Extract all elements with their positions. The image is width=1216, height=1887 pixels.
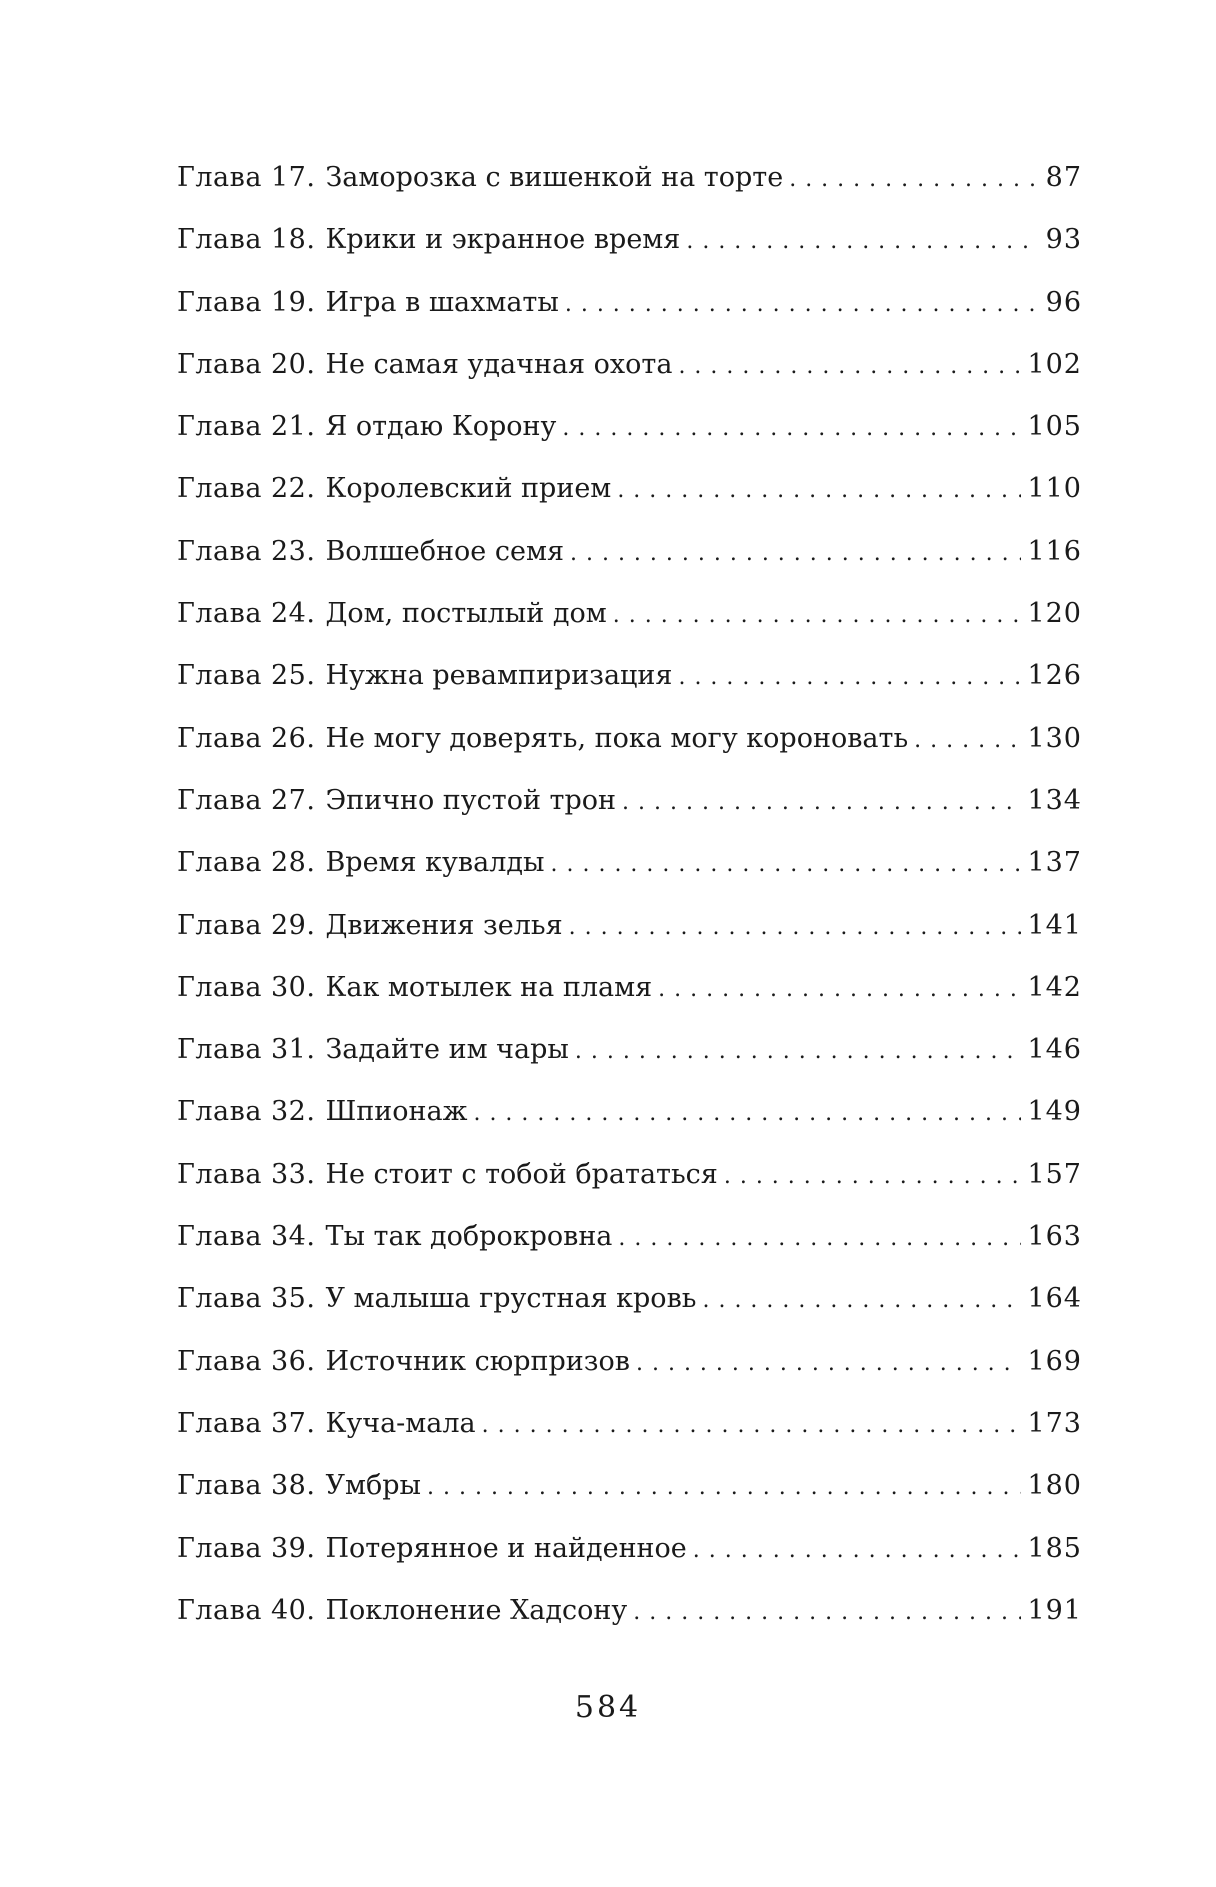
dot-leader <box>789 158 1039 202</box>
dot-leader <box>562 407 1021 451</box>
chapter-title: Дом, постылый дом <box>325 598 607 630</box>
chapter-number: Глава 23. <box>177 535 316 567</box>
chapter-number: Глава 30. <box>177 971 316 1003</box>
toc-entry <box>177 841 1082 903</box>
dot-leader <box>633 1591 1021 1635</box>
toc-entry-label <box>177 1527 687 1571</box>
chapter-title: У малыша грустная кровь <box>325 1283 697 1315</box>
toc-entry <box>177 1527 1082 1589</box>
dot-leader <box>613 594 1022 638</box>
toc-entry-label <box>177 1277 696 1321</box>
dot-leader <box>570 532 1021 576</box>
chapter-title: Как мотылек на пламя <box>325 971 653 1003</box>
chapter-page-number: 146 <box>1027 1034 1082 1066</box>
chapter-page-number: 130 <box>1027 722 1082 754</box>
chapter-title: Нужна ревампиризация <box>325 660 673 692</box>
chapter-page-number: 142 <box>1027 971 1082 1003</box>
toc-entry <box>177 405 1082 467</box>
chapter-title: Куча-мала <box>325 1407 476 1439</box>
chapter-number: Глава 26. <box>177 722 316 754</box>
toc-entry-label <box>177 717 908 761</box>
dot-leader <box>724 1155 1022 1199</box>
chapter-title: Умбры <box>325 1470 421 1502</box>
chapter-title: Источник сюрпризов <box>325 1345 630 1377</box>
toc-entry-label <box>177 904 563 948</box>
chapter-number: Глава 38. <box>177 1470 316 1502</box>
toc-entry <box>177 717 1082 779</box>
toc-entry <box>177 156 1082 218</box>
chapter-number: Глава 29. <box>177 909 316 941</box>
toc-entry-label <box>177 218 680 262</box>
chapter-title: Задайте им чары <box>325 1034 569 1066</box>
chapter-number: Глава 28. <box>177 847 316 879</box>
toc-entry-label <box>177 1402 476 1446</box>
chapter-number: Глава 17. <box>177 162 316 193</box>
toc-entry-label <box>177 1464 421 1508</box>
toc-entry-label <box>177 779 616 823</box>
toc-entry-label <box>177 156 783 200</box>
toc-entry <box>177 1153 1082 1215</box>
dot-leader <box>569 906 1022 950</box>
toc-entry-label <box>177 1090 467 1134</box>
chapter-number: Глава 35. <box>177 1283 316 1315</box>
chapter-page-number: 149 <box>1027 1096 1082 1128</box>
toc-entry-label <box>177 966 652 1010</box>
toc-entry <box>177 1028 1082 1090</box>
chapter-page-number: 93 <box>1045 224 1082 256</box>
chapter-page-number: 102 <box>1027 348 1082 380</box>
chapter-title: Шпионаж <box>325 1096 468 1128</box>
toc-entry <box>177 281 1082 343</box>
chapter-page-number: 185 <box>1027 1532 1082 1564</box>
page-number-footer: 584 <box>574 1690 642 1725</box>
chapter-page-number: 141 <box>1027 909 1082 941</box>
dot-leader <box>482 1404 1022 1448</box>
toc-entry <box>177 343 1082 405</box>
toc-entry <box>177 467 1082 529</box>
toc-entry-label <box>177 281 559 325</box>
chapter-number: Глава 19. <box>177 286 316 318</box>
chapter-number: Глава 34. <box>177 1221 316 1253</box>
toc-entry <box>177 1277 1082 1339</box>
chapter-page-number: 105 <box>1027 411 1082 443</box>
toc-entry-label <box>177 530 564 574</box>
chapter-page-number: 126 <box>1027 660 1082 692</box>
chapter-number: Глава 36. <box>177 1345 316 1377</box>
dot-leader <box>914 719 1021 763</box>
dot-leader <box>693 1529 1022 1573</box>
toc-entry <box>177 530 1082 592</box>
chapter-page-number: 191 <box>1027 1594 1082 1626</box>
chapter-number: Глава 32. <box>177 1096 316 1128</box>
chapter-page-number: 157 <box>1027 1158 1082 1190</box>
toc-entry-label <box>177 1153 718 1197</box>
chapter-page-number: 110 <box>1027 473 1082 505</box>
chapter-title: Я отдаю Корону <box>325 411 557 443</box>
toc-entry <box>177 1402 1082 1464</box>
table-of-contents <box>177 156 1082 1651</box>
chapter-page-number: 169 <box>1027 1345 1082 1377</box>
dot-leader <box>427 1466 1021 1510</box>
toc-entry-label <box>177 1028 569 1072</box>
dot-leader <box>617 469 1021 513</box>
chapter-page-number: 137 <box>1027 847 1082 879</box>
chapter-page-number: 96 <box>1045 286 1082 318</box>
chapter-number: Глава 22. <box>177 473 316 505</box>
chapter-number: Глава 40. <box>177 1594 316 1626</box>
dot-leader <box>678 656 1021 700</box>
chapter-title: Поклонение Хадсону <box>325 1594 628 1626</box>
toc-entry <box>177 966 1082 1028</box>
toc-entry <box>177 592 1082 654</box>
chapter-number: Глава 33. <box>177 1158 316 1190</box>
dot-leader <box>636 1342 1021 1386</box>
chapter-title: Ты так доброкровна <box>325 1221 613 1253</box>
chapter-page-number: 87 <box>1045 162 1082 193</box>
toc-entry <box>177 218 1082 280</box>
toc-entry-label <box>177 467 611 511</box>
chapter-title: Игра в шахматы <box>325 286 559 318</box>
toc-entry <box>177 904 1082 966</box>
chapter-page-number: 164 <box>1027 1283 1082 1315</box>
toc-entry-label <box>177 1340 630 1384</box>
dot-leader <box>686 220 1039 264</box>
chapter-title: Заморозка с вишенкой на торте <box>325 162 784 193</box>
chapter-title: Потерянное и найденное <box>325 1532 687 1564</box>
chapter-number: Глава 25. <box>177 660 316 692</box>
chapter-number: Глава 21. <box>177 411 316 443</box>
toc-entry <box>177 1464 1082 1526</box>
chapter-number: Глава 39. <box>177 1532 316 1564</box>
dot-leader <box>618 1217 1021 1261</box>
chapter-title: Не самая удачная охота <box>325 348 673 380</box>
toc-entry-label <box>177 841 545 885</box>
chapter-page-number: 120 <box>1027 598 1082 630</box>
toc-entry-label <box>177 405 556 449</box>
chapter-title: Королевский прием <box>325 473 612 505</box>
toc-entry-label <box>177 654 672 698</box>
dot-leader <box>622 781 1021 825</box>
chapter-page-number: 180 <box>1027 1470 1082 1502</box>
chapter-title: Волшебное семя <box>325 535 564 567</box>
chapter-page-number: 173 <box>1027 1407 1082 1439</box>
dot-leader <box>678 345 1021 389</box>
chapter-title: Не стоит с тобой брататься <box>325 1158 718 1190</box>
toc-entry-label <box>177 1215 612 1259</box>
chapter-number: Глава 24. <box>177 598 316 630</box>
toc-entry <box>177 1215 1082 1277</box>
chapter-title: Движения зелья <box>325 909 563 941</box>
chapter-number: Глава 31. <box>177 1034 316 1066</box>
dot-leader <box>702 1279 1021 1323</box>
toc-entry <box>177 1340 1082 1402</box>
dot-leader <box>658 968 1021 1012</box>
chapter-title: Время кувалды <box>325 847 545 879</box>
toc-entry-label <box>177 343 672 387</box>
toc-entry <box>177 1090 1082 1152</box>
chapter-number: Глава 37. <box>177 1407 316 1439</box>
dot-leader <box>565 283 1040 327</box>
chapter-page-number: 116 <box>1027 535 1082 567</box>
dot-leader <box>473 1092 1021 1136</box>
toc-entry-label <box>177 1589 627 1633</box>
chapter-title: Крики и экранное время <box>325 224 681 256</box>
chapter-number: Глава 27. <box>177 784 316 816</box>
chapter-title: Не могу доверять, пока могу короновать <box>325 722 909 754</box>
chapter-number: Глава 18. <box>177 224 316 256</box>
chapter-page-number: 134 <box>1027 784 1082 816</box>
chapter-number: Глава 20. <box>177 348 316 380</box>
dot-leader <box>575 1030 1022 1074</box>
dot-leader <box>551 843 1022 887</box>
toc-entry <box>177 654 1082 716</box>
toc-entry <box>177 779 1082 841</box>
toc-entry-label <box>177 592 607 636</box>
toc-entry <box>177 1589 1082 1651</box>
chapter-page-number: 163 <box>1027 1221 1082 1253</box>
chapter-title: Эпично пустой трон <box>325 784 617 816</box>
